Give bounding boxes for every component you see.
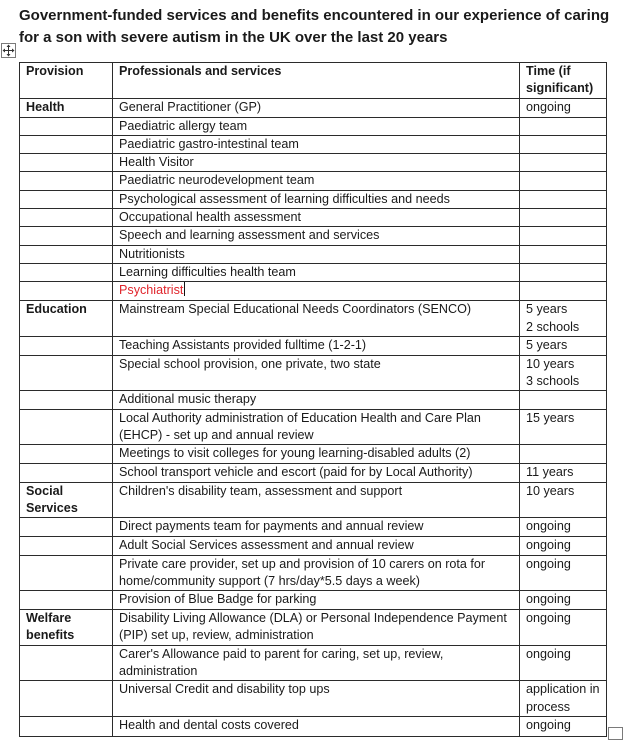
service-cell [113,518,520,537]
service-cell [113,610,520,646]
table-move-icon[interactable] [1,43,16,58]
time-cell: ongoing [520,537,607,555]
service-cell [113,172,520,190]
service-text: Private care provider, set up and provision of 10 carers on rota for home/community support (7 hrs/day*5.5 days a week) [119,556,486,588]
service-cell [113,282,520,301]
provision-cell [20,227,113,245]
service-cell [113,263,520,281]
service-text: Carer's Allowance paid to parent for caring, set up, review, administration [119,646,444,679]
service-cell [113,591,520,610]
time-cell: 10 years 3 schools [520,355,607,391]
provision-cell [20,336,113,355]
table-row [20,263,607,281]
service-text: Adult Social Services assessment and annual review [119,538,414,553]
provision-cell [20,445,113,463]
time-cell: 15 years [520,409,607,445]
provision-cell [20,245,113,263]
table-row [20,391,607,409]
service-text: Disability Living Allowance (DLA) or Personal Independence Payment (PIP) set up, review, administration [119,611,507,643]
service-cell [113,117,520,135]
service-cell [113,135,520,153]
time-cell: ongoing [520,555,607,591]
service-text: General Practitioner (GP) [119,99,262,114]
service-text: Teaching Assistants provided fulltime (1-2-1) [119,337,367,352]
service-text: Occupational health assessment [119,210,302,225]
time-cell [520,172,607,190]
service-cell [113,716,520,736]
time-cell [520,245,607,263]
service-text: Provision of Blue Badge for parking [119,592,317,607]
time-cell: 11 years [520,463,607,482]
table-row [20,445,607,463]
service-cell [113,645,520,681]
provision-cell [20,135,113,153]
service-text: Speech and learning assessment and services [119,228,380,243]
time-cell [520,190,607,208]
service-cell [113,391,520,409]
time-cell: ongoing [520,518,607,537]
time-cell [520,391,607,409]
time-cell: ongoing [520,716,607,736]
time-cell [520,117,607,135]
table-header-row [20,63,607,99]
provision-cell [20,117,113,135]
provision-cell: Education [20,301,113,337]
time-cell: ongoing [520,591,607,610]
provision-cell [20,172,113,190]
time-cell [520,263,607,281]
provision-cell [20,391,113,409]
service-cell [113,209,520,227]
table-row [20,117,607,135]
time-cell: ongoing [520,98,607,117]
provision-cell: Welfare benefits [20,610,113,646]
time-cell [520,445,607,463]
service-cell [113,154,520,172]
table-row [20,482,607,518]
provision-cell [20,681,113,717]
table-row [20,190,607,208]
service-text: Direct payments team for payments and annual review [119,519,424,534]
table-row [20,681,607,717]
provision-cell [20,209,113,227]
service-cell [113,463,520,482]
provision-cell: Health [20,98,113,117]
provision-cell [20,355,113,391]
provision-cell [20,537,113,555]
table-row [20,518,607,537]
time-cell: 5 years [520,336,607,355]
table-row [20,172,607,190]
services-table [19,62,607,737]
table-row [20,209,607,227]
text-cursor [184,282,185,296]
time-cell [520,135,607,153]
table-row [20,245,607,263]
table-row [20,98,607,117]
provision-cell [20,154,113,172]
service-text: Meetings to visit colleges for young learning-disabled adults (2) [119,446,471,461]
service-text: Psychological assessment of learning difficulties and needs [119,191,450,206]
provision-cell [20,555,113,591]
provision-cell [20,716,113,736]
service-cell [113,537,520,555]
table-row [20,610,607,646]
service-text: Learning difficulties health team [119,264,296,279]
time-cell [520,227,607,245]
service-cell [113,445,520,463]
table-row [20,355,607,391]
header-time: Time (if significant) [520,63,607,99]
header-provision: Provision [20,63,113,99]
provision-cell [20,645,113,681]
table-row [20,227,607,245]
service-cell [113,409,520,445]
service-text: Special school provision, one private, two state [119,356,381,371]
provision-cell [20,409,113,445]
service-text: Additional music therapy [119,392,257,407]
time-cell: ongoing [520,610,607,646]
service-text: Local Authority administration of Education Health and Care Plan (EHCP) - set up and annual review [119,410,481,443]
service-text: Psychiatrist [119,283,184,298]
service-cell [113,245,520,263]
service-cell [113,482,520,518]
time-cell [520,282,607,301]
service-text: Paediatric neurodevelopment team [119,173,315,188]
table-row [20,716,607,736]
provision-cell [20,463,113,482]
time-cell [520,154,607,172]
table-row [20,154,607,172]
service-cell [113,190,520,208]
table-row [20,409,607,445]
document-title: Government-funded services and benefits encountered in our experience of caring for a son with severe autism in the UK over the last 20 years [19,7,610,46]
service-text: Health Visitor [119,155,194,170]
time-cell: 10 years [520,482,607,518]
table-row [20,591,607,610]
provision-cell [20,282,113,301]
service-text: Paediatric allergy team [119,118,248,133]
table-row [20,301,607,337]
service-cell [113,336,520,355]
service-text: School transport vehicle and escort (paid for by Local Authority) [119,464,473,479]
table-row [20,135,607,153]
header-services: Professionals and services [113,63,520,99]
service-cell [113,98,520,117]
table-row [20,555,607,591]
service-text: Children's disability team, assessment and support [119,483,403,498]
service-cell [113,555,520,591]
service-text: Health and dental costs covered [119,717,299,732]
table-row [20,645,607,681]
table-row [20,463,607,482]
provision-cell: Social Services [20,482,113,518]
table-resize-icon[interactable] [608,727,623,740]
provision-cell [20,263,113,281]
time-cell: ongoing [520,645,607,681]
service-cell [113,681,520,717]
table-row [20,282,607,301]
service-text: Paediatric gastro-intestinal team [119,136,299,151]
service-cell [113,227,520,245]
table-row [20,336,607,355]
provision-cell [20,591,113,610]
service-cell [113,301,520,337]
time-cell [520,209,607,227]
service-text: Mainstream Special Educational Needs Coordinators (SENCO) [119,302,472,317]
time-cell: application in process [520,681,607,717]
provision-cell [20,190,113,208]
provision-cell [20,518,113,537]
service-cell [113,355,520,391]
service-text: Universal Credit and disability top ups [119,682,330,697]
service-text: Nutritionists [119,246,185,261]
table-row [20,537,607,555]
time-cell: 5 years 2 schools [520,301,607,337]
